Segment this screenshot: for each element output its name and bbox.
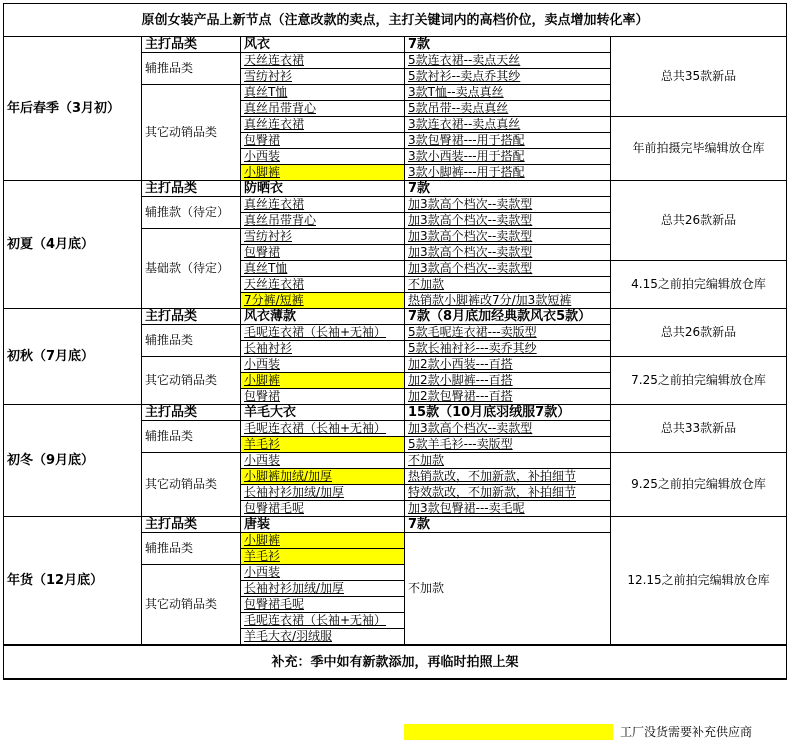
legend-text: 工厂没货需要补充供应商: [620, 725, 753, 739]
product-cell: 包臀裙毛呢: [241, 597, 405, 613]
product-cell: 小西装: [241, 453, 405, 469]
desc-cell: 3款小脚裤---用于搭配: [405, 165, 611, 181]
category-label: 基础款（待定）: [142, 229, 241, 309]
product-cell: 毛呢连衣裙（长袖+无袖）: [241, 325, 405, 341]
desc-cell: 3款小西装---用于搭配: [405, 149, 611, 165]
category-label: 辅推品类: [142, 325, 241, 357]
legend-swatch: [404, 724, 613, 740]
product-cell-highlighted: 羊毛衫: [241, 437, 405, 453]
category-label: 主打品类: [142, 181, 241, 197]
shoot-note: 7.25之前拍完编辑放仓库: [611, 357, 787, 405]
category-label: 其它动销品类: [142, 85, 241, 181]
season-name: 初夏（4月底）: [4, 181, 142, 309]
main-product: 风衣: [241, 37, 405, 53]
main-count: 7款: [405, 517, 611, 533]
product-cell: 毛呢连衣裙（长袖+无袖）: [241, 421, 405, 437]
desc-cell: 加3款包臀裙---卖毛呢: [405, 501, 611, 517]
product-cell: 真丝吊带背心: [241, 213, 405, 229]
main-product: 羊毛大衣: [241, 405, 405, 421]
desc-cell: 5款长袖衬衫---卖乔其纱: [405, 341, 611, 357]
main-product: 防晒衣: [241, 181, 405, 197]
main-count: 15款（10月底羽绒服7款）: [405, 405, 611, 421]
desc-cell: 不加款: [405, 277, 611, 293]
season-name: 年后春季（3月初）: [4, 37, 142, 181]
product-cell: 天丝连衣裙: [241, 277, 405, 293]
product-cell: 雪纺衬衫: [241, 69, 405, 85]
product-cell: 真丝吊带背心: [241, 101, 405, 117]
product-cell-highlighted: 小脚裤加绒/加厚: [241, 469, 405, 485]
product-cell: 雪纺衬衫: [241, 229, 405, 245]
desc-cell: 加2款包臀裙---百搭: [405, 389, 611, 405]
footer-note: 补充：季中如有新款添加，再临时拍照上架: [4, 645, 787, 679]
season-name: 年货（12月底）: [4, 517, 142, 646]
shoot-note: 4.15之前拍完编辑放仓库: [611, 261, 787, 309]
category-label: 主打品类: [142, 309, 241, 325]
product-cell: 羊毛大衣/羽绒服: [241, 629, 405, 646]
main-count: 7款（8月底加经典款风衣5款）: [405, 309, 611, 325]
product-cell: 包臀裙毛呢: [241, 501, 405, 517]
category-label: 其它动销品类: [142, 357, 241, 405]
product-cell-highlighted: 小脚裤: [241, 373, 405, 389]
product-cell-highlighted: 7分裤/短裤: [241, 293, 405, 309]
desc-cell: 加2款小脚裤---百搭: [405, 373, 611, 389]
category-label: 主打品类: [142, 37, 241, 53]
shoot-note: 12.15之前拍完编辑放仓库: [611, 517, 787, 646]
product-cell: 长袖衬衫加绒/加厚: [241, 581, 405, 597]
product-cell: 长袖衬衫加绒/加厚: [241, 485, 405, 501]
total-note: 总共26款新品: [611, 309, 787, 357]
desc-cell: 加3款高个档次--卖款型: [405, 421, 611, 437]
desc-cell: 加3款高个档次--卖款型: [405, 213, 611, 229]
main-count: 7款: [405, 181, 611, 197]
season-name: 初冬（9月底）: [4, 405, 142, 517]
desc-cell: 加3款高个档次--卖款型: [405, 245, 611, 261]
schedule-table: [3, 3, 787, 680]
product-cell: 包臀裙: [241, 245, 405, 261]
desc-cell: 5款毛呢连衣裙---卖版型: [405, 325, 611, 341]
category-label: 主打品类: [142, 517, 241, 533]
category-label: 辅推品类: [142, 421, 241, 453]
shoot-note: 年前拍摄完毕编辑放仓库: [611, 117, 787, 181]
product-cell: 天丝连衣裙: [241, 53, 405, 69]
desc-cell: 加3款高个档次--卖款型: [405, 197, 611, 213]
season-name: 初秋（7月底）: [4, 309, 142, 405]
product-cell-highlighted: 小脚裤: [241, 165, 405, 181]
desc-cell: 5款羊毛衫---卖版型: [405, 437, 611, 453]
product-cell: 毛呢连衣裙（长袖+无袖）: [241, 613, 405, 629]
product-cell: 小西装: [241, 149, 405, 165]
desc-cell: 热销款改，不加新款，补拍细节: [405, 469, 611, 485]
product-cell: 小西装: [241, 565, 405, 581]
product-cell: 真丝连衣裙: [241, 117, 405, 133]
product-cell: 包臀裙: [241, 133, 405, 149]
total-note: 总共33款新品: [611, 405, 787, 453]
desc-cell: 5款连衣裙--卖点天丝: [405, 53, 611, 69]
category-label: 辅推款（待定）: [142, 197, 241, 229]
main-product: 唐装: [241, 517, 405, 533]
desc-cell: 3款T恤--卖点真丝: [405, 85, 611, 101]
total-note: 总共35款新品: [611, 37, 787, 117]
desc-merged-cell: 不加款: [405, 533, 611, 646]
product-cell: 真丝T恤: [241, 85, 405, 101]
desc-cell: 加3款高个档次--卖款型: [405, 229, 611, 245]
desc-cell: 热销款小脚裤改7分/加3款短裤: [405, 293, 611, 309]
product-cell: 包臀裙: [241, 389, 405, 405]
desc-cell: 特效款改，不加新款，补拍细节: [405, 485, 611, 501]
desc-cell: 3款连衣裙--卖点真丝: [405, 117, 611, 133]
product-cell: 真丝T恤: [241, 261, 405, 277]
product-cell-highlighted: 羊毛衫: [241, 549, 405, 565]
product-cell: 小西装: [241, 357, 405, 373]
category-label: 辅推品类: [142, 53, 241, 85]
desc-cell: 5款吊带--卖点真丝: [405, 101, 611, 117]
desc-cell: 加3款高个档次--卖款型: [405, 261, 611, 277]
product-cell: 真丝连衣裙: [241, 197, 405, 213]
desc-cell: 加2款小西装---百搭: [405, 357, 611, 373]
sheet-title: 原创女装产品上新节点（注意改款的卖点，主打关键词内的高档价位，卖点增加转化率）: [4, 4, 787, 37]
desc-cell: 不加款: [405, 453, 611, 469]
main-product: 风衣薄款: [241, 309, 405, 325]
total-note: 总共26款新品: [611, 181, 787, 261]
category-label: 主打品类: [142, 405, 241, 421]
product-cell-highlighted: 小脚裤: [241, 533, 405, 549]
category-label: 其它动销品类: [142, 565, 241, 646]
main-count: 7款: [405, 37, 611, 53]
shoot-note: 9.25之前拍完编辑放仓库: [611, 453, 787, 517]
product-cell: 长袖衬衫: [241, 341, 405, 357]
category-label: 辅推品类: [142, 533, 241, 565]
desc-cell: 3款包臀裙---用于搭配: [405, 133, 611, 149]
category-label: 其它动销品类: [142, 453, 241, 517]
desc-cell: 5款衬衫--卖点乔其纱: [405, 69, 611, 85]
